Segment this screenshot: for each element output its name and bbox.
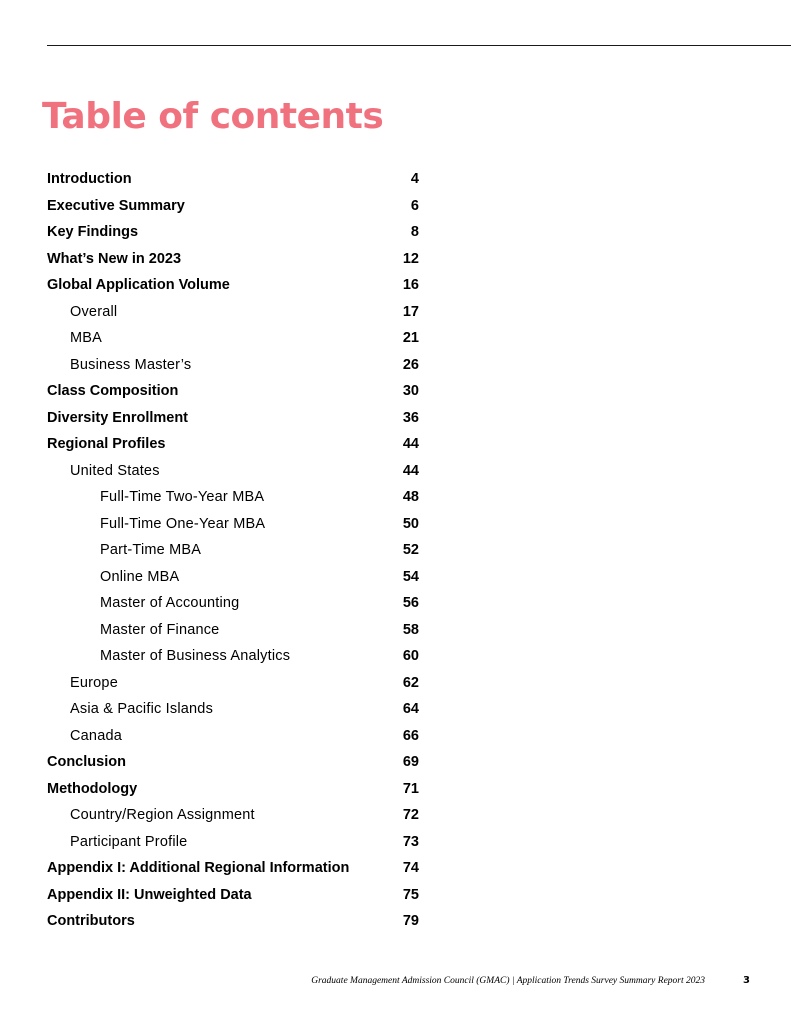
- toc-entry[interactable]: [47, 325, 419, 352]
- toc-entry-page: 74: [402, 860, 419, 877]
- toc-entry-label: Appendix II: Unweighted Data: [47, 886, 252, 903]
- toc-entry[interactable]: [47, 511, 419, 538]
- toc-entry[interactable]: [47, 458, 419, 485]
- toc-entry-label: Europe: [70, 674, 118, 691]
- toc-entry[interactable]: [47, 802, 419, 829]
- toc-entry[interactable]: [47, 749, 419, 776]
- table-of-contents: [47, 166, 419, 935]
- toc-entry-page: 12: [402, 250, 419, 267]
- toc-entry-page: 6: [410, 197, 419, 214]
- toc-entry-label: United States: [70, 462, 160, 479]
- toc-entry-page: 73: [402, 833, 419, 850]
- toc-entry-label: Methodology: [47, 780, 138, 797]
- toc-entry-page: 30: [402, 383, 419, 400]
- toc-entry[interactable]: [47, 617, 419, 644]
- toc-entry[interactable]: [47, 246, 419, 273]
- toc-entry-page: 79: [402, 913, 419, 930]
- toc-entry-label: Full-Time Two-Year MBA: [100, 489, 265, 506]
- toc-entry-label: What’s New in 2023: [47, 250, 182, 267]
- toc-entry-label: MBA: [70, 330, 103, 347]
- toc-entry-page: 48: [402, 489, 419, 506]
- toc-entry[interactable]: [47, 723, 419, 750]
- toc-entry[interactable]: [47, 299, 419, 326]
- toc-entry-label: Key Findings: [47, 224, 139, 241]
- toc-entry-page: 64: [402, 701, 419, 718]
- toc-entry-page: 66: [402, 727, 419, 744]
- toc-entry-page: 52: [402, 542, 419, 559]
- toc-entry-page: 4: [410, 171, 419, 188]
- toc-entry-label: Regional Profiles: [47, 436, 166, 453]
- toc-entry-page: 62: [402, 674, 419, 691]
- header-rule: [47, 45, 791, 46]
- toc-entry[interactable]: [47, 908, 419, 935]
- toc-entry-page: 26: [402, 356, 419, 373]
- toc-entry-label: Canada: [70, 727, 122, 744]
- toc-entry-label: Part-Time MBA: [100, 542, 202, 559]
- toc-entry[interactable]: [47, 219, 419, 246]
- toc-entry-label: Participant Profile: [70, 833, 188, 850]
- toc-entry[interactable]: [47, 193, 419, 220]
- toc-entry[interactable]: [47, 378, 419, 405]
- toc-entry[interactable]: [47, 643, 419, 670]
- toc-entry-page: 56: [402, 595, 419, 612]
- toc-entry[interactable]: [47, 352, 419, 379]
- toc-entry-label: Global Application Volume: [47, 277, 230, 294]
- toc-entry[interactable]: [47, 776, 419, 803]
- toc-entry[interactable]: [47, 564, 419, 591]
- toc-entry-label: Conclusion: [47, 754, 126, 771]
- toc-entry[interactable]: [47, 882, 419, 909]
- toc-entry-page: 8: [410, 224, 419, 241]
- toc-entry-label: Class Composition: [47, 383, 179, 400]
- toc-entry[interactable]: [47, 166, 419, 193]
- toc-entry-label: Overall: [70, 303, 118, 320]
- footer-publication: Graduate Management Admission Council (GMAC) | Application Trends Survey Summary Report 2023: [311, 976, 705, 986]
- toc-entry-label: Master of Business Analytics: [100, 648, 291, 665]
- toc-entry[interactable]: [47, 405, 419, 432]
- page-title: Table of contents: [42, 96, 384, 137]
- toc-entry-label: Asia & Pacific Islands: [70, 701, 214, 718]
- page-footer: [0, 976, 791, 990]
- toc-entry[interactable]: [47, 696, 419, 723]
- toc-entry-page: 58: [402, 621, 419, 638]
- toc-entry[interactable]: [47, 484, 419, 511]
- toc-entry-label: Online MBA: [100, 568, 180, 585]
- toc-entry[interactable]: [47, 431, 419, 458]
- toc-entry-page: 60: [402, 648, 419, 665]
- toc-entry[interactable]: [47, 829, 419, 856]
- toc-entry-page: 21: [402, 330, 419, 347]
- toc-entry[interactable]: [47, 670, 419, 697]
- toc-entry-label: Contributors: [47, 913, 135, 930]
- toc-entry-page: 44: [402, 462, 419, 479]
- toc-entry-page: 54: [402, 568, 419, 585]
- toc-entry-page: 36: [402, 409, 419, 426]
- toc-entry-label: Business Master’s: [70, 356, 192, 373]
- toc-entry-page: 16: [402, 277, 419, 294]
- toc-entry-page: 44: [402, 436, 419, 453]
- toc-entry-label: Master of Accounting: [100, 595, 240, 612]
- toc-entry-label: Diversity Enrollment: [47, 409, 189, 426]
- toc-entry-page: 69: [402, 754, 419, 771]
- toc-entry-page: 75: [402, 886, 419, 903]
- toc-entry-label: Country/Region Assignment: [70, 807, 255, 824]
- toc-entry-label: Executive Summary: [47, 197, 185, 214]
- toc-entry-label: Introduction: [47, 171, 132, 188]
- footer-page-number: 3: [743, 975, 750, 986]
- toc-entry-page: 50: [402, 515, 419, 532]
- toc-entry[interactable]: [47, 855, 419, 882]
- toc-entry[interactable]: [47, 537, 419, 564]
- toc-entry-label: Appendix I: Additional Regional Information: [47, 860, 350, 877]
- toc-entry[interactable]: [47, 272, 419, 299]
- toc-entry-label: Master of Finance: [100, 621, 220, 638]
- toc-entry[interactable]: [47, 590, 419, 617]
- toc-entry-page: 72: [402, 807, 419, 824]
- toc-entry-page: 17: [402, 303, 419, 320]
- toc-entry-page: 71: [402, 780, 419, 797]
- toc-entry-label: Full-Time One-Year MBA: [100, 515, 266, 532]
